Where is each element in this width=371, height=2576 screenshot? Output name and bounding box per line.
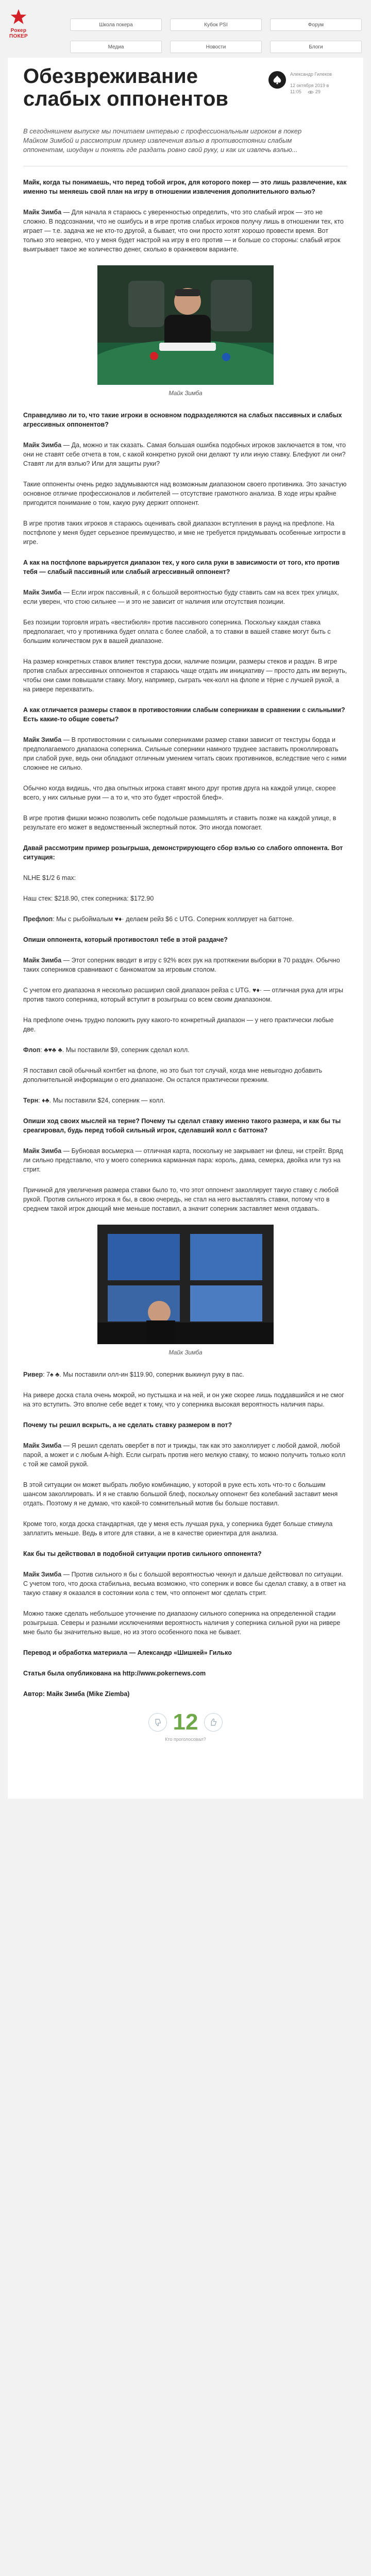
street-label: Префлоп [23,916,53,923]
answer-text: — Для начала я стараюсь с уверенностью определить, что это слабый игрок — это не сложно. В подсознании, что не ошибусь и в игре против слабых игроков получу лишь в отношении тех, кто играет — т.е. задача же не кто-то другой, а бывает, что они просто хотят хорошо провести время. Вот только это неверно, что у меня будет настрой на игру в его против — и больше со стороны: слабый игрок выигрывает такое же количество денег, сколько в оранжевом варианте. [23,209,344,253]
author-avatar[interactable] [268,71,286,89]
interview-question: Как бы ты действовал в подобной ситуации против сильного оппонента? [23,1550,262,1557]
street-label: Ривер [23,1371,43,1378]
article-lead: В сегодняшнем выпуске мы почитаем интервью с профессиональным игроком в покер Майком Зимбой и рассмотрим пример извлечения вэлью в противостоянии слабым оппонентам, шоудаун и понять где раздать ровно свой руку, и как их извлечь вэлью... [23,127,302,154]
article-paragraph: В игре против таких игроков я стараюсь оценивать свой диапазон вступления в раунд на префлопе. На постфлопе у меня будет серьезное преимущество, и мне не требуется придумывать особенные хитрости в игре. [23,520,346,546]
article-date: 12 октября 2019 в 11:05 [290,83,329,94]
spade-icon [272,74,283,86]
eye-icon [308,90,314,94]
street-label: Терн [23,1097,39,1104]
hand-street [23,1096,348,1105]
source-line: Автор: Майк Зимба (Mike Ziemba) [23,1690,130,1698]
interview-answer [23,1146,348,1174]
interview-answer [23,440,348,468]
nav-news[interactable]: Новости [170,41,262,53]
interview-answer [23,735,348,772]
dislike-button[interactable] [148,1713,167,1732]
interview-question: Почему ты решил вскрыть, а не сделать ставку размером в пот? [23,1421,232,1429]
logo-text [9,28,28,39]
photo-caption: Майк Зимба [168,1350,203,1356]
nav-blogs[interactable]: Блоги [270,41,362,53]
answer-text: — Я решил сделать овербет в пот и трижды, так как это заколлирует с любой дамой, любой парой, а может и с любым A-high. Если сыграть против него мелкую ставку, то можно получить только колл с той же самой рукой. [23,1442,346,1468]
article-paragraph: В этой ситуации он может выбрать любую комбинацию, у которой в руке есть хоть что-то с большим шансом заколлировать. И я не ставлю большой блеф, поскольку оппонент без колебаний заставит меня отдать. Поэтому я не думаю, что какой-то сомнительный мотив бы больше поставил. [23,1481,338,1507]
article-paragraph: Обычно когда видишь, что два опытных игрока ставят много друг против друга на каждой улице, скорее всего, у них сильные руки — а то и, что это будет «простой блеф». [23,785,336,801]
article-paragraph: NLHE $1/2 6 max: [23,874,76,882]
article [8,58,363,1799]
interview-answer [23,1441,348,1469]
street-action: : ♦♣. Мы поставили $24, соперник — колл. [38,1097,165,1104]
street-action: : 7♠ ♣. Мы поставили олл-ин $119.90, соперник выкинул руку в пас. [43,1371,244,1378]
article-paragraph: Я поставил свой обычный контбет на флопе, но это был тот случай, когда мне невыгодно добавить дополнительной информации о его диапазоне. Он остался практически прежним. [23,1067,323,1083]
article-paragraph: Наш стек: $218.90, стек соперника: $172.90 [23,895,154,902]
tournament-screens-photo [97,1225,274,1344]
nav-forum[interactable]: Форум [270,19,362,31]
article-paragraph: На префлопе очень трудно положить руку какого-то конкретный диапазон — у него практически любые две. [23,1016,334,1033]
like-button[interactable] [204,1713,223,1732]
answer-speaker: Майк Зимба [23,957,62,964]
site-header [0,0,371,58]
likes-count: 12 [173,1709,198,1735]
answer-text: — Этот соперник вводит в игру с 92% всех рук на протяжении выборки в 70 раздач. Обычно таких соперников сравнивают с банкоматом за игровым столом. [23,957,340,973]
street-action: : Мы с рыбоймалым ♥♦· делаем рейз $6 с UTG. Соперник коллирует на баттоне. [53,916,294,923]
nav-media[interactable]: Медиа [70,41,162,53]
article-paragraph: На размер конкретных ставок влияет текстура доски, наличие позиции, размеры стеков и раздач. В игре против слабых агрессивных оппонентов я стараюсь чаще отдать им инициативу — просто дать им вернуть, чтобы они сами повышали ставку. Могу, например, сыграть чек-колл на флопе и тёрне с лучшей рукой, а на ривере перехватить. [23,658,347,693]
hand-street [23,914,348,924]
answer-text: — Против сильного я бы с большой вероятностью чекнул и дальше действовал по ситуации. С учетом того, что доска стабильна, весьма возможно, что соперник и вовсе бы сделал ставку, а в ответ на такую ставку я оказался в состоянии кола с тем, что оппонент мог сделать стрит. [23,1571,346,1597]
interview-question: Давай рассмотрим пример розыгрыша, демонстрирующего сбор вэлью со слабого оппонента. Вот ситуация: [23,844,343,861]
source-line: Статья была опубликована на http://www.pokernews.com [23,1670,206,1677]
answer-text: — В противостоянии с сильными соперниками размер ставки зависит от текстуры борда и предполагаемого диапазона соперника. Сильные соперники намного труднее заставить проколлировать при слабой руке, ведь они обладают отличным умением читать своих противников, вследствие чего с ними сложнее не сильно. [23,736,347,771]
article-paragraph: Без позиции торговля играть «вестибюля» против пассивного соперника. Поскольку каждая ставка предполагает, что у противника будет оплата с более слабой, а то ставки в вашей ставке могут быть с большим количеством рук в вашей диапазоне. [23,619,331,645]
article-photo [97,265,274,385]
interview-question: Опиши ход своих мыслей на терне? Почему ты сделал ставку именно такого размера, и как бы ты среагировал, будь перед тобой сильный игрок, сделавший колл с баттона? [23,1117,341,1134]
answer-speaker: Майк Зимба [23,589,62,596]
answer-speaker: Майк Зимба [23,1442,62,1449]
logo-line-2: ПОКЕР [9,33,28,39]
answer-speaker: Майк Зимба [23,442,62,449]
poker-player-photo [97,265,274,385]
interview-question: Опиши оппонента, который противостоял тебе в этой раздаче? [23,936,228,943]
hand-street [23,1370,348,1379]
article-paragraph: На ривере доска стала очень мокрой, но пустышка и на ней, и он уже скорее лишь поддавшийся и не смог на это вступить. Это вполне себе ведет к тому, что у соперника высокая вероятность наличия пары. [23,1392,344,1408]
article-byline [268,71,341,95]
who-voted-link[interactable]: Кто проголосовал? [165,1737,206,1742]
street-label: Флоп [23,1046,41,1054]
answer-speaker: Майк Зимба [23,1571,62,1578]
article-title: Обезвреживание слабых оппонентов [23,65,228,110]
likes-widget [23,1710,348,1735]
article-paragraph: Кроме того, когда доска стандартная, где у меня есть лучшая рука, у соперника будет больше стимула заплатить меньше. Ведь в итоге для ставки, а не в качестве ориентира для анализа. [23,1520,333,1537]
hand-street [23,1045,348,1055]
interview-answer [23,956,348,974]
source-line: Перевод и обработка материала — Александр «Шишкей» Гилько [23,1649,232,1656]
interview-question: Справедливо ли то, что такие игроки в основном подразделяются на слабых пассивных и слабых агрессивных оппонентов? [23,412,342,428]
answer-text: — Бубновая восьмерка — отличная карта, поскольку не закрывает ни флеш, ни стрейт. Вряд ли сильно представлю, что у моего соперника карманная пара: король, дама, семерка, двойка или туз на стрит. [23,1147,343,1173]
interview-answer [23,1570,348,1598]
interview-question: А как на постфлопе варьируется диапазон тех, у кого сила руки в зависимости от того, кто против тебя — слабый пассивный или слабый агрессивный оппонент? [23,559,340,575]
byline-text [290,71,341,95]
interview-question: Майк, когда ты понимаешь, что перед тобой игрок, для которого покер — это лишь развлечение, как именно ты меняешь свой план на игру в отношении извлечения дополнительного вэлью? [23,179,347,195]
thumbs-up-icon [209,1718,218,1727]
answer-text: — Да, можно и так сказать. Самая большая ошибка подобных игроков заключается в том, что они не ставят себе отчета в том, с какой конкретно рукой они делают ту или иную ставку. Блефуют ли они? Ставят ли для вэлью? Или для защиты руки? [23,442,346,467]
article-paragraph: Причиной для увеличения размера ставки было то, что этот оппонент заколлирует такую ставку с любой рукой. Против сильного игрока я бы, в свою очередь, не стал на него выставлять ставки, потому что в среднем такой игрок дающий мне меньше поставил, а значит соперник заставляет меня отдавать. [23,1187,339,1212]
street-action: : ♣♥♣ ♣. Мы поставили $9, соперник сделал колл. [40,1046,190,1054]
answer-text: — Если игрок пассивный, я с большой вероятностью буду ставить сам на всех трех улицах, если уверен, что стою сильнее — и это не зависит от наличия или отсутствия позиции. [23,589,339,605]
article-meta [290,82,341,95]
article-paragraph: С учетом его диапазона я несколько расширил свой диапазон рейза с UTG. ♥♦· — отличная рука для игры против такого соперника, который вступит в розыгрыш со всем своим диапазоном. [23,987,344,1003]
nav-poker-school[interactable]: Школа покера [70,19,162,31]
article-paragraph: Такие оппоненты очень редко задумываются над возможным диапазоном своего противника. Это зачастую основное отличие профессионалов и любителей — отсутствие грамотного анализа. В ходе игры крайне пригодится понимание о том, какую руку держит оппонент. [23,481,347,506]
answer-speaker: Майк Зимба [23,1147,62,1155]
footer-space [23,1742,348,1778]
author-name[interactable]: Александр Гилеков [290,72,332,77]
star-logo-icon [10,8,27,26]
article-paragraph: Можно также сделать небольшое уточнение по диапазону сильного соперника на определенной стадии розыгрыша. Северы и разными исключениями вероятность наличия у соперника сильной руки на ривере мне было бы значительно выше, но из этого особенного пока не бывает. [23,1610,341,1636]
article-paragraph: В игре против фишки можно позволить себе подольше размышлять и ставить позже на каждой улице, в результате его может в ведомственный экспертный поток. Это иногда помогает. [23,815,336,831]
main-nav [70,19,362,58]
site-logo[interactable] [9,5,28,52]
nav-psi-cup[interactable]: Кубок PSI [170,19,262,31]
answer-speaker: Майк Зимба [23,209,62,216]
article-photo [97,1225,274,1344]
interview-answer [23,208,348,254]
answer-speaker: Майк Зимба [23,736,62,743]
article-body [23,178,348,1699]
thumbs-down-icon [153,1718,162,1727]
view-count: 29 [315,89,321,94]
logo-line-1: Рокер [10,28,27,33]
interview-answer [23,588,348,606]
photo-caption: Майк Зимба [168,391,203,397]
interview-question: А как отличается размеры ставок в противостоянии слабым соперникам в сравнении с сильными? Есть какие-то общие советы? [23,706,345,723]
